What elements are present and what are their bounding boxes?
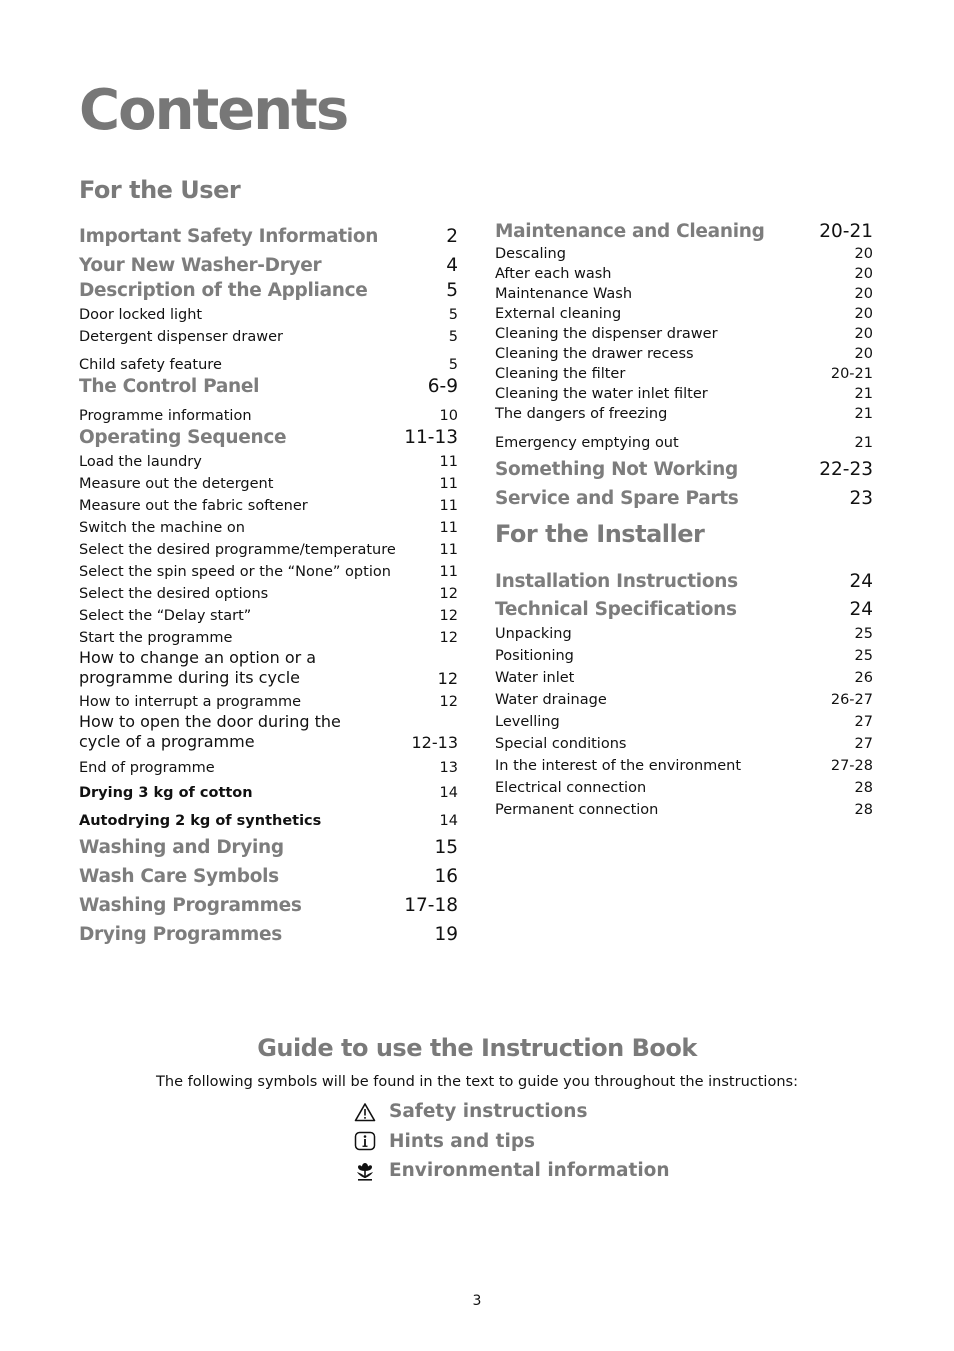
legend-item-safety <box>353 1097 670 1127</box>
toc-entry-title: Service and Spare Parts <box>495 488 739 509</box>
guide-heading: Guide to use the Instruction Book <box>257 1034 697 1062</box>
toc-entry-page: 11 <box>439 520 458 536</box>
toc-entry-page: 20 <box>854 286 873 302</box>
toc-entry-page: 11-13 <box>404 427 458 448</box>
toc-entry-title: Water inlet <box>495 670 575 686</box>
toc-entry-title: Programme information <box>79 408 252 424</box>
toc-entry-title: Select the spin speed or the “None” option <box>79 564 391 580</box>
toc-entry-page: 21 <box>854 386 873 402</box>
toc-entry-page: 11 <box>439 476 458 492</box>
toc-entry <box>495 242 873 262</box>
toc-entry-title: Emergency emptying out <box>495 435 679 451</box>
toc-entry-title: Your New Washer-Dryer <box>79 255 322 276</box>
user-section-heading: For the User <box>79 176 241 204</box>
guide-intro: The following symbols will be found in the text to guide you throughout the instructions: <box>156 1074 798 1090</box>
page-number: 3 <box>472 1293 482 1309</box>
flower-icon <box>353 1160 377 1182</box>
toc-entry-title: How to open the door during the cycle of a programme <box>79 712 341 751</box>
toc-entry-page: 2 <box>446 226 458 247</box>
toc-left-column <box>79 218 458 945</box>
toc-entry <box>79 858 458 887</box>
toc-entry-page: 5 <box>448 357 458 373</box>
toc-entry-page: 11 <box>439 564 458 580</box>
toc-entry-page: 5 <box>448 329 458 345</box>
toc-entry-page: 28 <box>854 802 873 818</box>
toc-entry-page: 14 <box>439 813 458 829</box>
toc-entry <box>79 514 458 536</box>
toc-entry-title: Measure out the detergent <box>79 476 274 492</box>
toc-entry-title: How to interrupt a programme <box>79 694 302 710</box>
toc-entry <box>495 451 873 480</box>
toc-entry <box>79 602 458 624</box>
toc-entry-title: Unpacking <box>495 626 572 642</box>
toc-entry <box>79 373 458 397</box>
toc-entry-title: The Control Panel <box>79 376 260 397</box>
toc-entry-title: Water drainage <box>495 692 607 708</box>
toc-entry <box>79 776 458 801</box>
page-title: Contents <box>79 78 348 143</box>
toc-right-column <box>495 218 873 509</box>
toc-entry-title: Wash Care Symbols <box>79 866 279 887</box>
toc-entry <box>79 558 458 580</box>
toc-entry-page: 15 <box>434 837 458 858</box>
toc-entry <box>79 323 458 345</box>
toc-entry <box>79 301 458 323</box>
toc-entry-page: 19 <box>434 924 458 945</box>
toc-entry-title: Positioning <box>495 648 574 664</box>
installer-section-heading: For the Installer <box>495 520 705 548</box>
toc-entry <box>495 708 873 730</box>
toc-entry-title: Operating Sequence <box>79 427 287 448</box>
toc-entry <box>79 916 458 945</box>
toc-entry <box>495 664 873 686</box>
toc-entry-title: Detergent dispenser drawer <box>79 329 283 345</box>
toc-entry-page: 25 <box>854 648 873 664</box>
toc-entry-title: After each wash <box>495 266 612 282</box>
toc-entry-page: 26 <box>854 670 873 686</box>
toc-entry <box>495 620 873 642</box>
toc-entry-page: 21 <box>854 435 873 451</box>
toc-entry-title: Switch the machine on <box>79 520 245 536</box>
toc-entry-title: The dangers of freezing <box>495 406 668 422</box>
toc-entry-page: 20 <box>854 306 873 322</box>
toc-entry <box>495 302 873 322</box>
toc-entry-title: Cleaning the filter <box>495 366 626 382</box>
toc-entry-page: 23 <box>849 488 873 509</box>
toc-entry <box>495 382 873 402</box>
toc-entry-title: Select the desired options <box>79 586 269 602</box>
toc-entry-page: 11 <box>439 454 458 470</box>
toc-entry-title: In the interest of the environment <box>495 758 742 774</box>
toc-entry-page: 28 <box>854 780 873 796</box>
toc-entry-title: Installation Instructions <box>495 571 738 592</box>
toc-entry-title: Cleaning the water inlet filter <box>495 386 708 402</box>
toc-entry-page: 20 <box>854 266 873 282</box>
toc-entry-title: Electrical connection <box>495 780 647 796</box>
toc-entry-page: 6-9 <box>427 376 458 397</box>
toc-entry-page: 26-27 <box>830 692 873 708</box>
toc-entry-title: Special conditions <box>495 736 627 752</box>
toc-entry-title: Levelling <box>495 714 560 730</box>
legend-label: Hints and tips <box>389 1130 536 1152</box>
toc-entry-page: 27-28 <box>830 758 873 774</box>
toc-entry-title: Descaling <box>495 246 566 262</box>
toc-entry-title: Select the desired programme/temperature <box>79 542 396 558</box>
legend-label: Environmental information <box>389 1160 670 1182</box>
toc-entry-page: 5 <box>446 280 458 301</box>
toc-entry <box>495 262 873 282</box>
info-icon <box>353 1130 377 1152</box>
toc-entry <box>495 752 873 774</box>
toc-entry <box>495 362 873 382</box>
toc-entry-title: Autodrying 2 kg of synthetics <box>79 813 322 829</box>
toc-entry-page: 25 <box>854 626 873 642</box>
toc-entry-page: 20 <box>854 326 873 342</box>
legend-item-environment <box>353 1156 670 1186</box>
toc-entry <box>495 480 873 509</box>
toc-entry-title: Drying Programmes <box>79 924 282 945</box>
toc-entry-page: 14 <box>439 785 458 801</box>
toc-entry-page: 16 <box>434 866 458 887</box>
toc-entry-title: Load the laundry <box>79 454 202 470</box>
toc-entry-page: 12 <box>437 669 458 688</box>
toc-entry-title: Washing and Drying <box>79 837 284 858</box>
toc-entry-title: Maintenance Wash <box>495 286 633 302</box>
toc-entry <box>79 536 458 558</box>
toc-entry-title: Permanent connection <box>495 802 659 818</box>
toc-entry <box>79 397 458 424</box>
toc-entry <box>79 887 458 916</box>
toc-entry <box>79 580 458 602</box>
toc-entry-page: 12 <box>439 630 458 646</box>
toc-entry <box>495 282 873 302</box>
toc-entry-title: Select the “Delay start” <box>79 608 252 624</box>
toc-entry <box>79 276 458 301</box>
toc-entry-page: 20-21 <box>830 366 873 382</box>
toc-entry-page: 13 <box>439 760 458 776</box>
toc-entry-title: Cleaning the dispenser drawer <box>495 326 718 342</box>
toc-entry <box>79 492 458 514</box>
toc-entry <box>79 218 458 247</box>
toc-entry-page: 10 <box>439 408 458 424</box>
toc-entry-title: Something Not Working <box>495 459 738 480</box>
toc-entry <box>79 448 458 470</box>
toc-entry <box>495 422 873 451</box>
legend-item-hints <box>353 1127 670 1157</box>
toc-entry-title: How to change an option or a programme during its cycle <box>79 648 317 687</box>
warning-triangle-icon <box>353 1101 377 1123</box>
toc-entry <box>495 563 873 592</box>
toc-entry-title: Technical Specifications <box>495 599 737 620</box>
toc-entry-page: 20 <box>854 246 873 262</box>
toc-entry <box>495 342 873 362</box>
toc-entry-page: 20 <box>854 346 873 362</box>
toc-entry-page: 12 <box>439 694 458 710</box>
toc-entry-title: Washing Programmes <box>79 895 302 916</box>
toc-entry <box>79 470 458 492</box>
toc-entry-page: 24 <box>849 599 873 620</box>
toc-entry-title: Door locked light <box>79 307 203 323</box>
toc-entry-page: 24 <box>849 571 873 592</box>
toc-entry-page: 4 <box>446 255 458 276</box>
toc-entry-page: 21 <box>854 406 873 422</box>
toc-entry <box>495 322 873 342</box>
toc-entry <box>495 774 873 796</box>
toc-entry <box>79 752 458 776</box>
toc-entry <box>79 624 458 646</box>
toc-entry-title: Description of the Appliance <box>79 280 368 301</box>
toc-entry-page: 11 <box>439 542 458 558</box>
toc-entry <box>495 796 873 818</box>
toc-entry-title: Cleaning the drawer recess <box>495 346 694 362</box>
toc-entry <box>79 345 458 373</box>
toc-entry-title: Measure out the fabric softener <box>79 498 308 514</box>
toc-entry-page: 12 <box>439 608 458 624</box>
toc-entry <box>79 829 458 858</box>
toc-entry-page: 12-13 <box>411 733 458 752</box>
symbol-legend <box>353 1097 670 1186</box>
toc-entry <box>495 592 873 620</box>
toc-entry <box>495 730 873 752</box>
toc-entry-page: 5 <box>448 307 458 323</box>
toc-entry <box>79 247 458 276</box>
toc-entry <box>495 686 873 708</box>
toc-entry-title: Important Safety Information <box>79 226 379 247</box>
toc-entry-page: 27 <box>854 736 873 752</box>
toc-entry <box>495 218 873 242</box>
toc-entry-page: 27 <box>854 714 873 730</box>
toc-entry-title: Drying 3 kg of cotton <box>79 785 253 801</box>
toc-entry-page: 22-23 <box>819 459 873 480</box>
toc-entry-page: 20-21 <box>819 221 873 242</box>
toc-entry <box>79 424 458 448</box>
toc-entry-page: 11 <box>439 498 458 514</box>
toc-entry-title: End of programme <box>79 760 215 776</box>
toc-entry <box>79 710 458 752</box>
toc-entry-title: Start the programme <box>79 630 233 646</box>
toc-entry-page: 12 <box>439 586 458 602</box>
toc-entry-title: External cleaning <box>495 306 622 322</box>
toc-installer-column <box>495 563 873 818</box>
toc-entry <box>79 801 458 829</box>
toc-entry-page: 17-18 <box>404 895 458 916</box>
toc-entry-title: Child safety feature <box>79 357 222 373</box>
toc-entry <box>495 642 873 664</box>
toc-entry-title: Maintenance and Cleaning <box>495 221 765 242</box>
legend-label: Safety instructions <box>389 1101 588 1123</box>
toc-entry <box>495 402 873 422</box>
toc-entry <box>79 646 458 688</box>
toc-entry <box>79 688 458 710</box>
